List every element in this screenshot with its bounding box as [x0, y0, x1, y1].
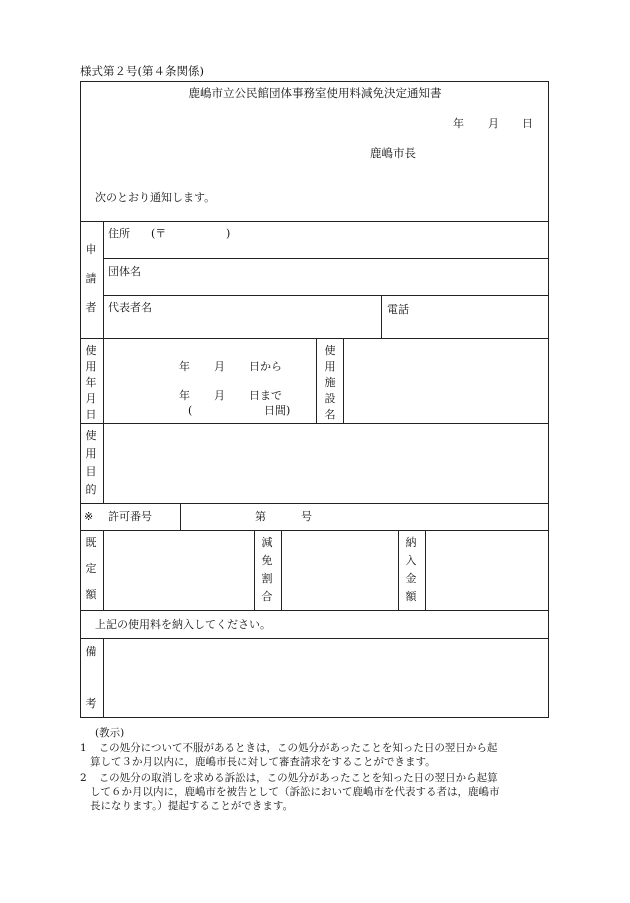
- from-month: 月: [214, 360, 225, 373]
- address-label: 住所: [108, 227, 130, 240]
- date-year: 年: [453, 117, 464, 130]
- divider: [254, 530, 255, 610]
- postal-close: ): [226, 227, 231, 240]
- permit-dai: 第: [255, 510, 266, 523]
- divider: [103, 530, 104, 610]
- phone-label: 電話: [387, 303, 409, 316]
- instruction-item-1: 1 この処分について不服があるときは，この処分があったことを知った日の翌日から起 算して３か月以内に，鹿嶋市長に対して審査請求をすることができます。: [80, 742, 498, 768]
- to-year: 年: [179, 389, 190, 402]
- divider: [103, 258, 549, 259]
- divider: [80, 503, 549, 504]
- payment-amount-side-label: 納 入 金 額: [405, 536, 417, 603]
- divider: [425, 530, 426, 610]
- applicant-side-label: 申 請 者: [85, 243, 97, 314]
- days-close: 日間): [264, 404, 291, 417]
- intro-text: 次のとおり通知します。: [95, 191, 216, 204]
- instruction-item-2: 2 この処分の取消しを求める訴訟は，この処分があったことを知った日の翌日から起算 して６か月以内に，鹿嶋市を被告として（訴訟において鹿嶋市を代表する者は，鹿嶋市 長になります。）提起することができます。: [80, 772, 500, 812]
- postal-open: (〒: [151, 227, 167, 240]
- date-month: 月: [488, 117, 499, 130]
- form-label: 様式第２号(第４条関係): [80, 64, 204, 78]
- permit-number-label: 許可番号: [108, 510, 152, 523]
- to-month: 月: [214, 389, 225, 402]
- divider: [103, 221, 104, 503]
- issuer: 鹿嶋市長: [370, 146, 416, 160]
- representative-label: 代表者名: [108, 301, 152, 314]
- payment-note: 上記の使用料を納入してください。: [95, 618, 271, 631]
- usage-date-side-label: 使 用 年 月 日: [85, 344, 97, 421]
- instructions-heading: (教示): [95, 727, 125, 739]
- to-day: 日まで: [249, 389, 282, 402]
- divider: [398, 530, 399, 610]
- facility-side-label: 使 用 施 設 名: [324, 344, 336, 421]
- page-title: 鹿嶋市立公民館団体事務室使用料減免決定通知書: [188, 86, 442, 100]
- days-open: (: [188, 404, 193, 417]
- divider: [381, 295, 382, 338]
- divider: [180, 503, 181, 530]
- remarks-side-label: 備 考: [85, 645, 97, 710]
- date-day: 日: [522, 117, 533, 130]
- divider: [80, 221, 549, 222]
- permit-go: 号: [301, 510, 312, 523]
- permit-mark: ※: [84, 510, 94, 523]
- divider: [316, 338, 317, 423]
- divider: [80, 530, 549, 531]
- standard-amount-side-label: 既 定 額: [85, 536, 97, 601]
- divider: [103, 638, 104, 718]
- purpose-side-label: 使 用 目 的: [85, 429, 97, 496]
- from-day: 日から: [249, 360, 282, 373]
- divider: [80, 338, 549, 339]
- divider: [343, 338, 344, 423]
- reduction-rate-side-label: 減 免 割 合: [261, 536, 273, 603]
- divider: [80, 610, 549, 611]
- divider: [281, 530, 282, 610]
- from-year: 年: [179, 360, 190, 373]
- divider: [80, 638, 549, 639]
- group-name-label: 団体名: [108, 265, 141, 278]
- divider: [103, 295, 549, 296]
- divider: [80, 423, 549, 424]
